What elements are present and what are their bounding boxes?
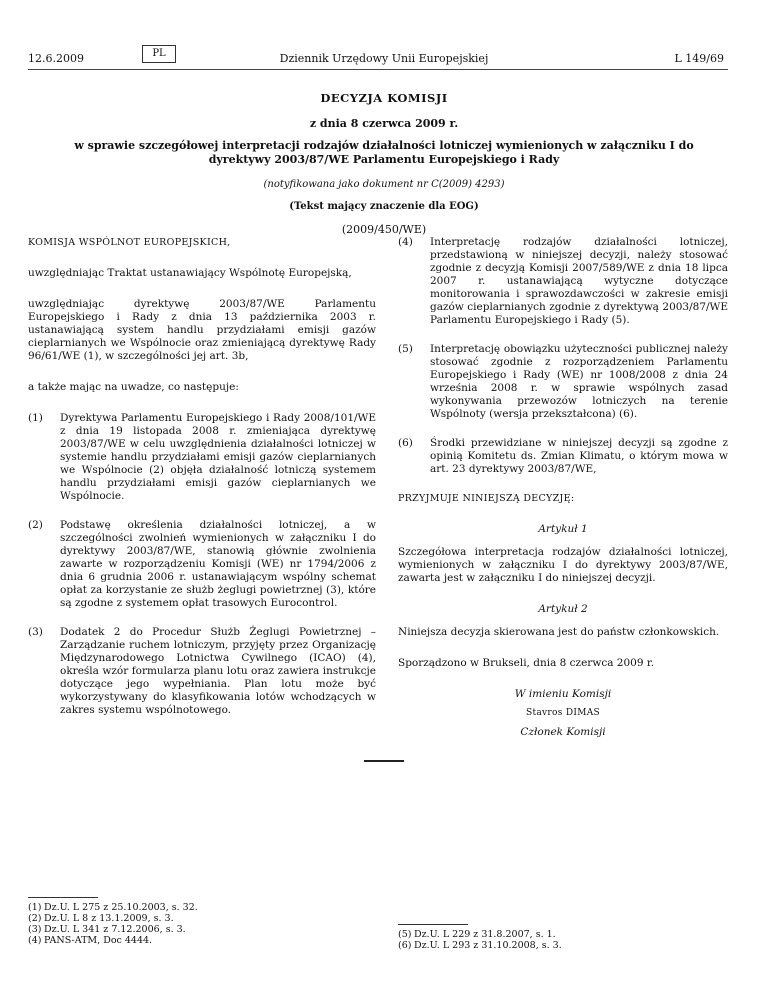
footnote-number: (1) [28,902,42,913]
header-date: 12.6.2009 [28,52,84,65]
language-badge: PL [142,45,176,63]
footnote-number: (3) [28,924,42,935]
recital [398,236,728,327]
document-subject: w sprawie szczegółowej interpretacji rodzajów działalności lotniczej wymienionych w załączniku I do dyrektywy 2003/87/WE Parlamentu Europejskiego i Rady [74,139,694,166]
footnotes-left [28,897,328,946]
article-1-heading: Artykuł 1 [538,523,588,535]
footnote-text: Dz.U. L 229 z 31.8.2007, s. 1. [414,929,556,940]
document-reference: (2009/450/WE) [341,223,427,236]
footnote-text: Dz.U. L 293 z 31.10.2008, s. 3. [414,940,562,951]
footnote-number: (5) [398,929,412,940]
recital [28,519,376,610]
footnotes-right [398,924,698,951]
recital-text: Środki przewidziane w niniejszej decyzji są zgodne z opinią Komitetu ds. Zmian Klimatu, o którym mowa w art. 23 dyrektywy 2003/87/WE, [430,437,728,475]
signature-for: W imieniu Komisji [514,688,612,700]
adoption-statement: PRZYJMUJE NINIEJSZĄ DECYZJĘ: [398,493,575,504]
signature-block [398,688,728,739]
footnote-number: (6) [398,940,412,951]
recital [398,343,728,421]
recital-number: (6) [398,437,413,449]
article-1-text: Szczegółowa interpretacja rodzajów działalności lotniczej, wymienionych w załączniku I do dyrektywy 2003/87/WE, zawarta jest w załączniku I do niniejszej decyzji. [398,546,728,584]
document-date: z dnia 8 czerwca 2009 r. [309,117,459,130]
left-column [28,236,376,733]
place-and-date: Sporządzono w Brukseli, dnia 8 czerwca 2009 r. [398,657,655,669]
footnote [398,940,698,951]
footnote-text: PANS-ATM, Doc 4444. [44,935,153,946]
recital [28,626,376,717]
footnote [28,913,328,924]
footnote [28,902,328,913]
recital-text: Interpretację obowiązku użyteczności publicznej należy stosować zgodnie z rozporządzeniem Parlamentu Europejskiego i Rady (WE) nr 1008/2008 z dnia 24 września 2008 r. w sprawie wspólnych zasad wykonywania przewozów lotniczych na terenie Wspólnoty (wersja przekształcona) (6). [430,343,728,420]
end-separator [364,760,404,762]
journal-title: Dziennik Urzędowy Unii Europejskiej [279,52,489,65]
footnote [28,924,328,935]
recital-number: (5) [398,343,413,355]
footnote-number: (4) [28,935,42,946]
footnote-rule [398,924,468,925]
footnote-text: Dz.U. L 341 z 7.12.2006, s. 3. [44,924,186,935]
recital [398,437,728,476]
whereas-intro: a także mając na uwadze, co następuje: [28,381,239,393]
document-type: DECYZJA KOMISJI [320,91,448,105]
footnote [398,929,698,940]
eea-relevance: (Tekst mający znaczenie dla EOG) [289,201,479,212]
signatory-name: Stavros DIMAS [526,708,600,718]
citation-treaty: uwzględniając Traktat ustanawiający Wspólnotę Europejską, [28,267,352,279]
issuing-authority: KOMISJA WSPÓLNOT EUROPEJSKICH, [28,237,231,248]
page-reference: L 149/69 [674,52,724,65]
citation-directive: uwzględniając dyrektywę 2003/87/WE Parlamentu Europejskiego i Rady z dnia 13 października 2003 r. ustanawiającą system handlu przydziałami emisji gazów cieplarnianych we Wspólnocie oraz zmieniającą dyrektywę Rady 96/61/WE (1), w szczególności jej art. 3b, [28,298,376,362]
recital-text: Interpretację rodzajów działalności lotniczej, przedstawioną w niniejszej decyzji, należy stosować zgodnie z decyzją Komisji 2007/589/WE z dnia 18 lipca 2007 r. ustanawiającą wytyczne dotyczące monitorowania i sprawozdawczości w zakresie emisji gazów cieplarnianych zgodnie z dyrektywą 2003/87/WE Parlamentu Europejskiego i Rady (5). [430,236,728,326]
footnote-rule [28,897,98,898]
recital-text: Dodatek 2 do Procedur Służb Żeglugi Powietrznej – Zarządzanie ruchem lotniczym, przyjęty przez Organizację Międzynarodowego Lotnictwa Cywilnego (ICAO) (4), określa wzór formularza planu lotu oraz zawiera instrukcje dotyczące jego wypełniania. Plan lotu może być wykorzystywany do klasyfikowania lotów wchodzących w zakres systemu wspólnotowego. [60,626,376,716]
footnote-text: Dz.U. L 8 z 13.1.2009, s. 3. [44,913,174,924]
recital-text: Dyrektywa Parlamentu Europejskiego i Rady 2008/101/WE z dnia 19 listopada 2008 r. zmieniająca dyrektywę 2003/87/WE w celu uwzględnienia działalności lotniczej w systemie handlu przydziałami emisji gazów cieplarnianych we Wspólnocie (2) objęła działalność lotniczą systemem handlu przydziałami emisji gazów cieplarnianych we Wspólnocie. [60,412,376,502]
article-2-heading: Artykuł 2 [538,603,588,615]
notification-note: (notyfikowana jako dokument nr C(2009) 4293) [263,179,505,190]
footnote-number: (2) [28,913,42,924]
footnote-text: Dz.U. L 275 z 25.10.2003, s. 32. [44,902,198,913]
recital-text: Podstawę określenia działalności lotniczej, a w szczególności zwolnień wymienionych w załączniku I do dyrektywy 2003/87/WE, stanowią głównie zwolnienia zawarte w rozporządzeniu Komisji (WE) nr 1794/2006 z dnia 6 grudnia 2006 r. ustanawiającym wspólny schemat opłat za korzystanie ze służb żeglugi powietrznej (3), które są zgodne z systemem opłat trasowych Eurocontrol. [60,519,376,609]
article-2-text: Niniejsza decyzja skierowana jest do państw członkowskich. [398,626,720,638]
recital-number: (3) [28,626,43,638]
recital-number: (1) [28,412,43,424]
signatory-role: Członek Komisji [520,726,606,738]
recital-number: (2) [28,519,43,531]
document-title-block [60,91,708,236]
footnote [28,935,328,946]
header-rule [28,69,728,70]
right-column [398,236,728,739]
recital-number: (4) [398,236,413,248]
recital [28,412,376,503]
